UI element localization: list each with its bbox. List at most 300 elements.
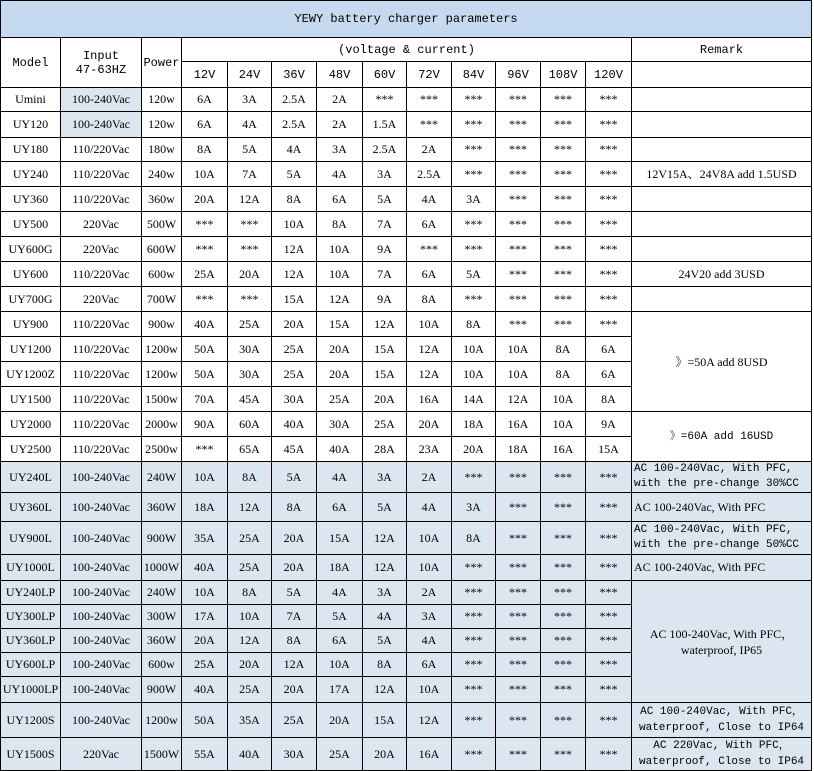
current-cell: *** [452,462,496,493]
current-cell: 10A [452,337,496,362]
remark-cell: AC 100-240Vac, With PFC， waterproof, Close to IP64 [632,703,812,738]
current-cell: 12A [363,677,407,703]
current-cell: 25A [272,703,317,738]
current-cell: 50A [182,362,228,387]
table-row [1,88,812,112]
table-title: YEWY battery charger parameters [1,1,812,38]
current-cell: *** [496,312,541,337]
current-cell: *** [496,262,541,287]
current-cell: 10A [182,162,228,187]
current-cell: 10A [407,312,452,337]
power-cell: 2500w [142,437,182,462]
remark-cell: AC 220Vac, With PFC， waterproof, Close to IP64 [632,738,812,771]
current-cell: 8A [586,387,632,412]
current-cell: *** [452,237,496,262]
current-cell: 17A [317,677,363,703]
table-row [1,412,812,437]
current-cell: 2.5A [407,162,452,187]
remark-cell [632,187,812,212]
input-cell: 110/220Vac [61,312,142,337]
current-cell: 12A [228,493,272,522]
current-cell: *** [228,237,272,262]
model-cell: UY1000L [1,555,61,581]
remark-cell [632,138,812,162]
input-cell: 110/220Vac [61,138,142,162]
current-cell: 65A [228,437,272,462]
current-cell: 50A [182,703,228,738]
input-cell: 100-240Vac [61,703,142,738]
current-cell: 3A [228,88,272,112]
current-cell: *** [541,629,586,653]
current-cell: *** [228,287,272,312]
current-cell: 8A [452,522,496,555]
current-cell: 12A [228,187,272,212]
model-cell: UY120 [1,112,61,138]
current-cell: 12A [363,522,407,555]
current-cell: 7A [363,262,407,287]
current-cell: 30A [317,412,363,437]
current-cell: 4A [407,629,452,653]
current-cell: 6A [586,362,632,387]
power-cell: 240w [142,162,182,187]
current-cell: 25A [228,555,272,581]
header-voltage-108v: 108V [541,62,586,88]
model-cell: UY300LP [1,605,61,629]
table-row [1,262,812,287]
current-cell: *** [586,162,632,187]
current-cell: 7A [272,605,317,629]
current-cell: 30A [228,362,272,387]
input-cell: 220Vac [61,287,142,312]
current-cell: 20A [363,738,407,771]
current-cell: 40A [182,555,228,581]
current-cell: 5A [272,162,317,187]
current-cell: *** [541,738,586,771]
table-row [1,738,812,771]
current-cell: 12A [363,312,407,337]
current-cell: 30A [228,337,272,362]
power-cell: 240W [142,581,182,605]
current-cell: 15A [317,522,363,555]
current-cell: 10A [541,387,586,412]
current-cell: 15A [317,312,363,337]
table-row [1,462,812,493]
current-cell: 6A [317,187,363,212]
input-cell: 110/220Vac [61,387,142,412]
table-row [1,112,812,138]
current-cell: 4A [228,112,272,138]
current-cell: 2.5A [272,112,317,138]
current-cell: 5A [317,605,363,629]
header-voltage-48v: 48V [317,62,363,88]
current-cell: 25A [182,262,228,287]
current-cell: *** [541,138,586,162]
current-cell: 25A [228,677,272,703]
current-cell: 8A [272,629,317,653]
header-input-frequency: 47-63HZ [75,62,127,77]
current-cell: 18A [182,493,228,522]
current-cell: *** [541,312,586,337]
current-cell: 5A [363,493,407,522]
remark-cell: AC 100-240Vac, With PFC, with the pre-change 30%CC [632,462,812,493]
model-cell: UY360LP [1,629,61,653]
current-cell: *** [452,629,496,653]
table-row [1,162,812,187]
current-cell: 10A [407,555,452,581]
current-cell: 10A [228,605,272,629]
current-cell: 25A [228,312,272,337]
power-cell: 360w [142,187,182,212]
remark-cell [632,88,812,112]
current-cell: 25A [317,387,363,412]
current-cell: *** [496,653,541,677]
current-cell: 3A [452,493,496,522]
current-cell: 40A [182,677,228,703]
power-cell: 360W [142,493,182,522]
current-cell: *** [586,522,632,555]
input-cell: 110/220Vac [61,162,142,187]
current-cell: *** [496,162,541,187]
current-cell: 20A [182,187,228,212]
current-cell: *** [586,703,632,738]
current-cell: *** [496,212,541,237]
current-cell: 12A [272,262,317,287]
current-cell: *** [452,112,496,138]
current-cell: 15A [363,362,407,387]
current-cell: *** [452,738,496,771]
current-cell: 8A [363,653,407,677]
current-cell: 8A [541,362,586,387]
input-cell: 110/220Vac [61,362,142,387]
current-cell: 15A [363,703,407,738]
current-cell: 8A [452,312,496,337]
current-cell: 25A [182,653,228,677]
current-cell: 35A [182,522,228,555]
current-cell: *** [496,522,541,555]
current-cell: 8A [182,138,228,162]
current-cell: *** [496,287,541,312]
current-cell: 25A [272,337,317,362]
current-cell: *** [452,162,496,187]
current-cell: 2A [407,462,452,493]
current-cell: *** [586,605,632,629]
current-cell: 3A [452,187,496,212]
current-cell: 9A [363,237,407,262]
current-cell: 4A [363,605,407,629]
current-cell: *** [586,738,632,771]
current-cell: *** [182,437,228,462]
current-cell: 2.5A [363,138,407,162]
current-cell: 10A [407,522,452,555]
current-cell: 6A [407,212,452,237]
current-cell: 12A [407,703,452,738]
current-cell: 28A [363,437,407,462]
current-cell: 18A [452,412,496,437]
power-cell: 1200w [142,703,182,738]
current-cell: 10A [452,362,496,387]
input-cell: 220Vac [61,237,142,262]
input-cell: 110/220Vac [61,337,142,362]
current-cell: 7A [363,212,407,237]
power-cell: 180w [142,138,182,162]
current-cell: 5A [363,629,407,653]
model-cell: UY1500 [1,387,61,412]
current-cell: 14A [452,387,496,412]
current-cell: *** [586,262,632,287]
current-cell: *** [541,703,586,738]
current-cell: 20A [272,677,317,703]
current-cell: *** [586,237,632,262]
current-cell: *** [541,262,586,287]
current-cell: 20A [228,262,272,287]
current-cell: 20A [317,362,363,387]
current-cell: 3A [407,605,452,629]
current-cell: 15A [272,287,317,312]
current-cell: 4A [317,162,363,187]
current-cell: *** [541,88,586,112]
current-cell: *** [586,312,632,337]
model-cell: UY900 [1,312,61,337]
remark-cell [632,237,812,262]
current-cell: 20A [317,703,363,738]
current-cell: 7A [228,162,272,187]
current-cell: *** [228,212,272,237]
input-cell: 100-240Vac [61,605,142,629]
current-cell: 40A [317,437,363,462]
power-cell: 120w [142,112,182,138]
power-cell: 240W [142,462,182,493]
header-voltage-36v: 36V [272,62,317,88]
current-cell: 10A [317,653,363,677]
current-cell: 4A [317,462,363,493]
current-cell: 8A [228,462,272,493]
power-cell: 1500w [142,387,182,412]
model-cell: Umini [1,88,61,112]
current-cell: 40A [272,412,317,437]
current-cell: *** [586,677,632,703]
remark-cell: 12V15A、24V8A add 1.5USD [632,162,812,187]
table-row [1,287,812,312]
current-cell: 20A [407,412,452,437]
current-cell: 8A [407,287,452,312]
current-cell: *** [182,237,228,262]
current-cell: 12A [272,653,317,677]
current-cell: 25A [363,412,407,437]
current-cell: 4A [317,581,363,605]
input-cell: 100-240Vac [61,88,142,112]
current-cell: 60A [228,412,272,437]
current-cell: 8A [317,212,363,237]
current-cell: 4A [407,187,452,212]
power-cell: 600w [142,653,182,677]
current-cell: *** [496,138,541,162]
current-cell: *** [407,88,452,112]
current-cell: *** [541,605,586,629]
table-row [1,581,812,605]
header-input [61,38,142,88]
current-cell: 30A [272,738,317,771]
power-cell: 1000W [142,555,182,581]
current-cell: 5A [228,138,272,162]
current-cell: *** [541,112,586,138]
power-cell: 600w [142,262,182,287]
model-cell: UY600 [1,262,61,287]
current-cell: *** [496,237,541,262]
current-cell: 8A [272,187,317,212]
current-cell: *** [452,653,496,677]
remark-cell: 24V20 add 3USD [632,262,812,287]
input-cell: 100-240Vac [61,581,142,605]
current-cell: 2A [317,88,363,112]
input-cell: 100-240Vac [61,493,142,522]
power-cell: 300W [142,605,182,629]
current-cell: 10A [541,412,586,437]
current-cell: 2.5A [272,88,317,112]
power-cell: 700W [142,287,182,312]
current-cell: 16A [407,387,452,412]
current-cell: 23A [407,437,452,462]
current-cell: 6A [182,112,228,138]
current-cell: 16A [407,738,452,771]
current-cell: *** [586,581,632,605]
input-cell: 110/220Vac [61,412,142,437]
current-cell: 8A [272,493,317,522]
current-cell: *** [586,629,632,653]
current-cell: 9A [363,287,407,312]
input-cell: 100-240Vac [61,112,142,138]
remark-cell: AC 100-240Vac, With PFC， waterproof, IP65 [632,581,812,703]
header-input-label: Input [82,48,119,63]
model-cell: UY1500S [1,738,61,771]
current-cell: 3A [363,462,407,493]
current-cell: *** [496,88,541,112]
model-cell: UY1200 [1,337,61,362]
current-cell: *** [407,237,452,262]
power-cell: 900W [142,677,182,703]
table-row [1,493,812,522]
remark-cell: AC 100-240Vac, With PFC [632,555,812,581]
current-cell: 20A [228,653,272,677]
current-cell: *** [496,605,541,629]
current-cell: 40A [228,738,272,771]
remark-cell [632,212,812,237]
current-cell: *** [586,653,632,677]
current-cell: 6A [407,653,452,677]
current-cell: 3A [363,581,407,605]
current-cell: *** [496,112,541,138]
power-cell: 500W [142,212,182,237]
current-cell: 10A [317,237,363,262]
current-cell: 55A [182,738,228,771]
current-cell: *** [541,522,586,555]
power-cell: 1200w [142,337,182,362]
current-cell: *** [452,605,496,629]
table-row [1,703,812,738]
current-cell: *** [452,703,496,738]
current-cell: *** [586,187,632,212]
current-cell: *** [496,738,541,771]
current-cell: 12A [317,287,363,312]
current-cell: 10A [496,362,541,387]
power-cell: 120w [142,88,182,112]
model-cell: UY600G [1,237,61,262]
current-cell: *** [496,629,541,653]
current-cell: 18A [496,437,541,462]
current-cell: 9A [586,412,632,437]
model-cell: UY2500 [1,437,61,462]
current-cell: *** [586,212,632,237]
current-cell: *** [182,287,228,312]
input-cell: 110/220Vac [61,187,142,212]
model-cell: UY180 [1,138,61,162]
current-cell: *** [586,493,632,522]
current-cell: *** [586,138,632,162]
current-cell: 10A [182,581,228,605]
current-cell: 45A [272,437,317,462]
current-cell: 2A [407,138,452,162]
current-cell: 12A [228,629,272,653]
current-cell: *** [496,677,541,703]
model-cell: UY1200S [1,703,61,738]
current-cell: 12A [272,237,317,262]
current-cell: 16A [541,437,586,462]
current-cell: 20A [272,312,317,337]
table-row [1,138,812,162]
current-cell: *** [452,287,496,312]
input-cell: 110/220Vac [61,262,142,287]
model-cell: UY1200Z [1,362,61,387]
current-cell: *** [452,555,496,581]
current-cell: 6A [407,262,452,287]
current-cell: 50A [182,337,228,362]
current-cell: *** [496,493,541,522]
current-cell: 25A [272,362,317,387]
current-cell: *** [452,88,496,112]
current-cell: 70A [182,387,228,412]
model-cell: UY240LP [1,581,61,605]
header-voltage-72v: 72V [407,62,452,88]
current-cell: *** [496,581,541,605]
current-cell: *** [496,703,541,738]
current-cell: *** [586,112,632,138]
current-cell: 15A [363,337,407,362]
current-cell: *** [541,237,586,262]
model-cell: UY500 [1,212,61,237]
power-cell: 2000w [142,412,182,437]
model-cell: UY2000 [1,412,61,437]
model-cell: UY900L [1,522,61,555]
input-cell: 100-240Vac [61,629,142,653]
header-voltage-current: (voltage & current) [182,38,632,62]
current-cell: *** [452,581,496,605]
power-cell: 360W [142,629,182,653]
remark-cell: AC 100-240Vac, With PFC [632,493,812,522]
current-cell: 6A [182,88,228,112]
current-cell: 35A [228,703,272,738]
current-cell: *** [541,581,586,605]
remark-cell: 》=50A add 8USD [632,312,812,412]
current-cell: *** [541,212,586,237]
table-row [1,555,812,581]
current-cell: 20A [452,437,496,462]
current-cell: 12A [363,555,407,581]
current-cell: *** [541,493,586,522]
power-cell: 600W [142,237,182,262]
input-cell: 100-240Vac [61,462,142,493]
header-voltage-60v: 60V [363,62,407,88]
current-cell: 30A [272,387,317,412]
current-cell: *** [452,212,496,237]
